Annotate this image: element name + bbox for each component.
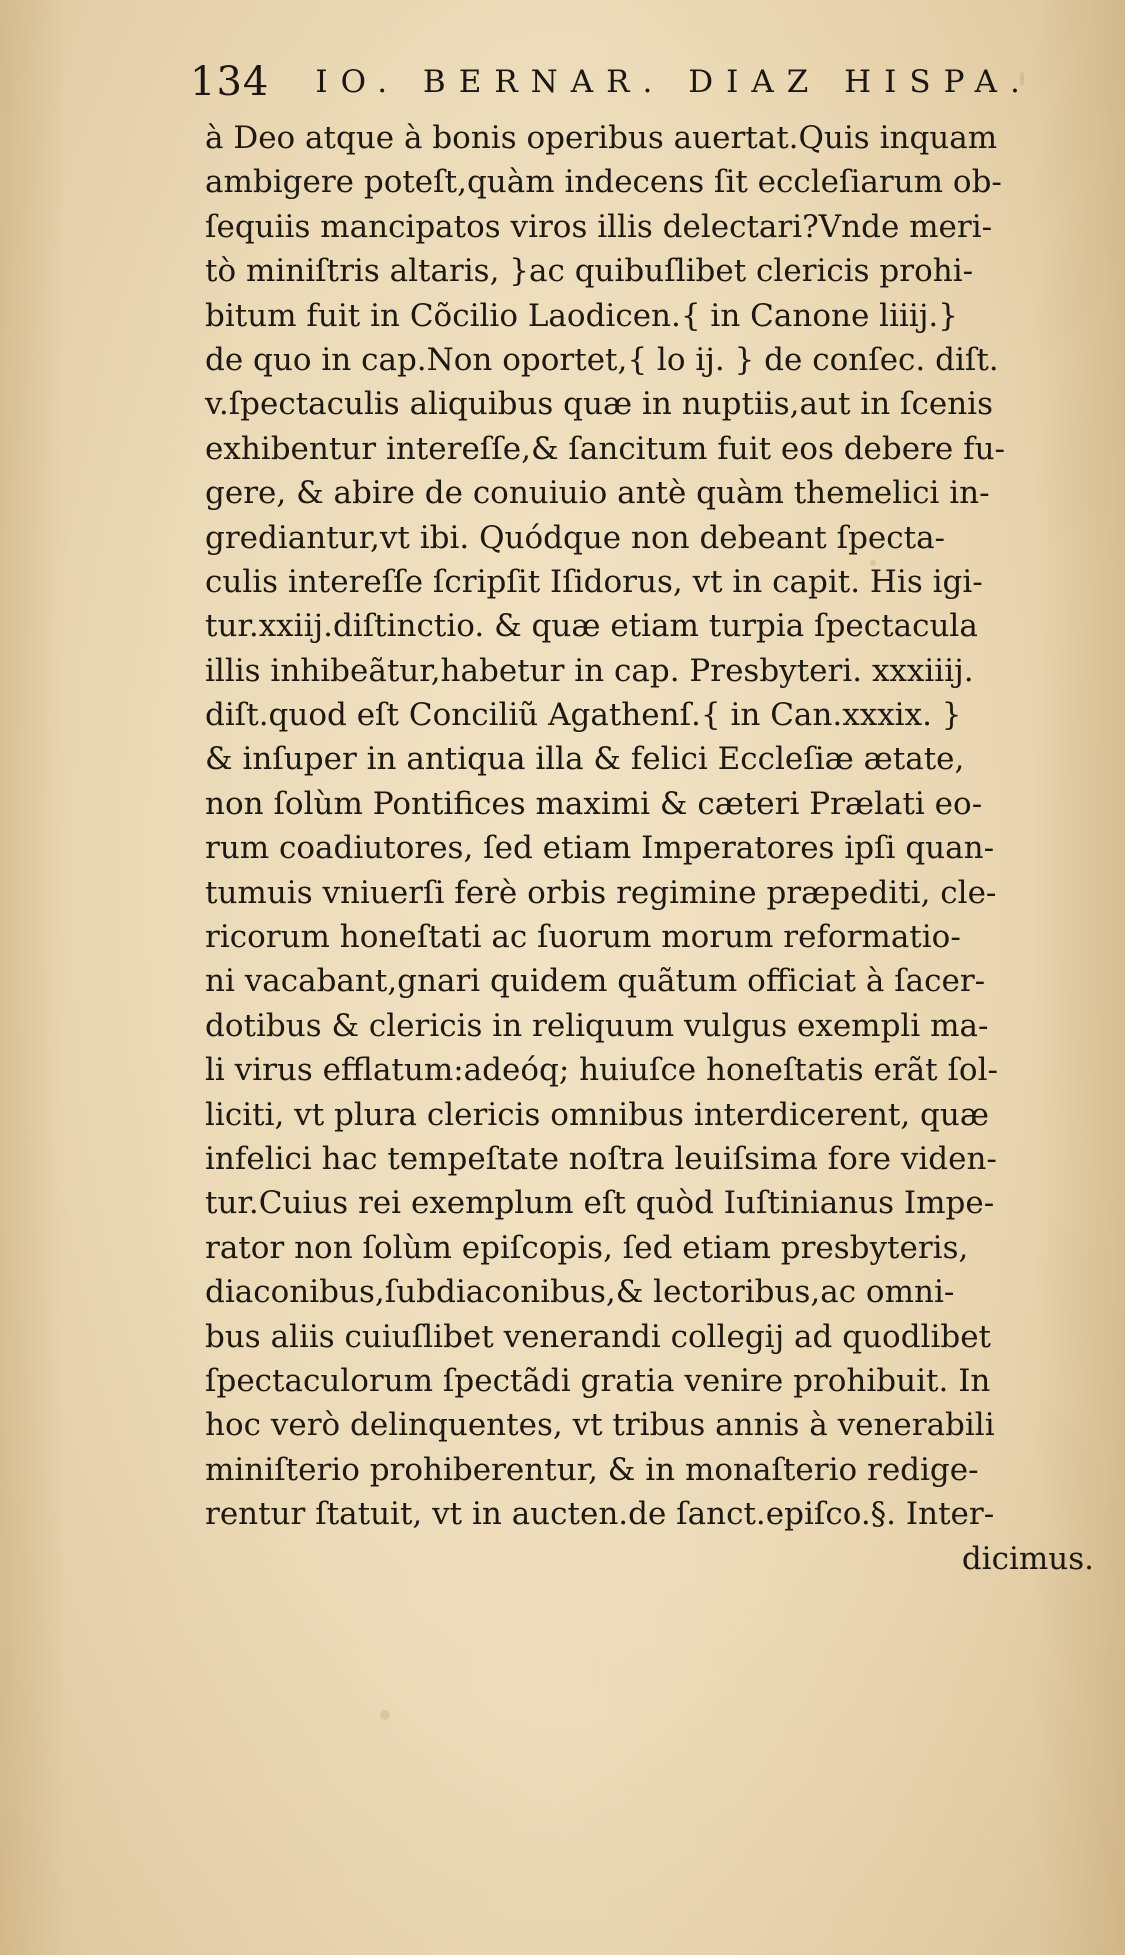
- text-line: bus aliis cuiuſlibet venerandi collegij ad quodlibet: [205, 1318, 992, 1355]
- text-line: & inſuper in antiqua illa & felici Eccleſiæ ætate,: [205, 741, 965, 778]
- text-line: rentur ſtatuit, vt in aucten.de ſanct.epiſco.§. Inter-: [205, 1496, 995, 1533]
- text-line: bitum fuit in Cõcilio Laodicen.{ in Canone liiij.}: [205, 297, 959, 334]
- text-line: culis intereſſe ſcripſit Iſidorus, vt in capit. His igi-: [205, 563, 983, 600]
- page-number: 134: [190, 59, 270, 105]
- text-line: dotibus & clericis in reliquum vulgus exempli ma-: [205, 1007, 989, 1044]
- text-line: miniſterio prohiberentur, & in monaſterio redige-: [205, 1451, 979, 1488]
- text-line: ſpectaculorum ſpectãdi gratia venire prohibuit. In: [205, 1362, 991, 1399]
- catchword: dicimus.: [961, 1540, 1094, 1577]
- text-line: li virus efflatum:adeóq; huiuſce honeſtatis erãt ſol-: [205, 1052, 998, 1089]
- text-line: exhibentur intereſſe,& ſancitum fuit eos debere fu-: [205, 430, 1006, 467]
- text-line: non ſolùm Pontifices maximi & cæteri Prælati eo-: [205, 785, 983, 822]
- text-line: rum coadiutores, ſed etiam Imperatores ipſi quan-: [205, 830, 995, 867]
- text-line: de quo in cap.Non oportet,{ lo ij. } de conſec. diſt.: [205, 341, 999, 378]
- text-line: hoc verò delinquentes, vt tribus annis à venerabili: [205, 1407, 995, 1444]
- text-line: liciti, vt plura clericis omnibus interdicerent, quæ: [205, 1096, 990, 1133]
- text-line: ambigere poteſt,quàm indecens ſit eccleſiarum ob-: [205, 164, 1002, 201]
- text-line: diaconibus,ſubdiaconibus,& lectoribus,ac omni-: [205, 1274, 955, 1311]
- text-line: rator non ſolùm epiſcopis, ſed etiam presbyteris,: [205, 1229, 969, 1266]
- text-line: diſt.quod eſt Conciliũ Agathenſ.{ in Can.xxxix. }: [205, 697, 962, 734]
- text-line: v.ſpectaculis aliquibus quæ in nuptiis,aut in ſcenis: [205, 386, 994, 423]
- text-line: grediantur,vt ibi. Quódque non debeant ſpecta-: [205, 519, 946, 556]
- text-line: tò miniſtris altaris, }ac quibuſlibet clericis prohi-: [205, 253, 974, 290]
- paper-stain: [380, 1710, 390, 1720]
- text-line: tur.xxiij.diſtinctio. & quæ etiam turpia ſpectacula: [205, 608, 978, 645]
- text-line: infelici hac tempeſtate noſtra leuiſsima fore viden-: [205, 1140, 997, 1177]
- text-line: ricorum honeſtati ac ſuorum morum reformatio-: [205, 919, 961, 956]
- body-text: [205, 116, 1100, 1581]
- text-line: gere, & abire de conuiuio antè quàm themelici in-: [205, 475, 990, 512]
- page-header: [190, 52, 1033, 112]
- text-line: illis inhibeãtur,habetur in cap. Presbyteri. xxxiiij.: [205, 652, 974, 689]
- text-line: tur.Cuius rei exemplum eſt quòd Iuſtinianus Impe-: [205, 1185, 995, 1222]
- text-line: tumuis vniuerſi ferè orbis regimine præpediti, cle-: [205, 874, 997, 911]
- text-line: ni vacabant,gnari quidem quãtum officiat à ſacer-: [205, 963, 986, 1000]
- running-head: IO. BERNAR. DIAZ HISPA.: [315, 64, 1033, 100]
- text-line: à Deo atque à bonis operibus auertat.Quis inquam: [205, 120, 998, 156]
- text-line: ſequiis mancipatos viros illis delectari?Vnde meri-: [205, 208, 993, 245]
